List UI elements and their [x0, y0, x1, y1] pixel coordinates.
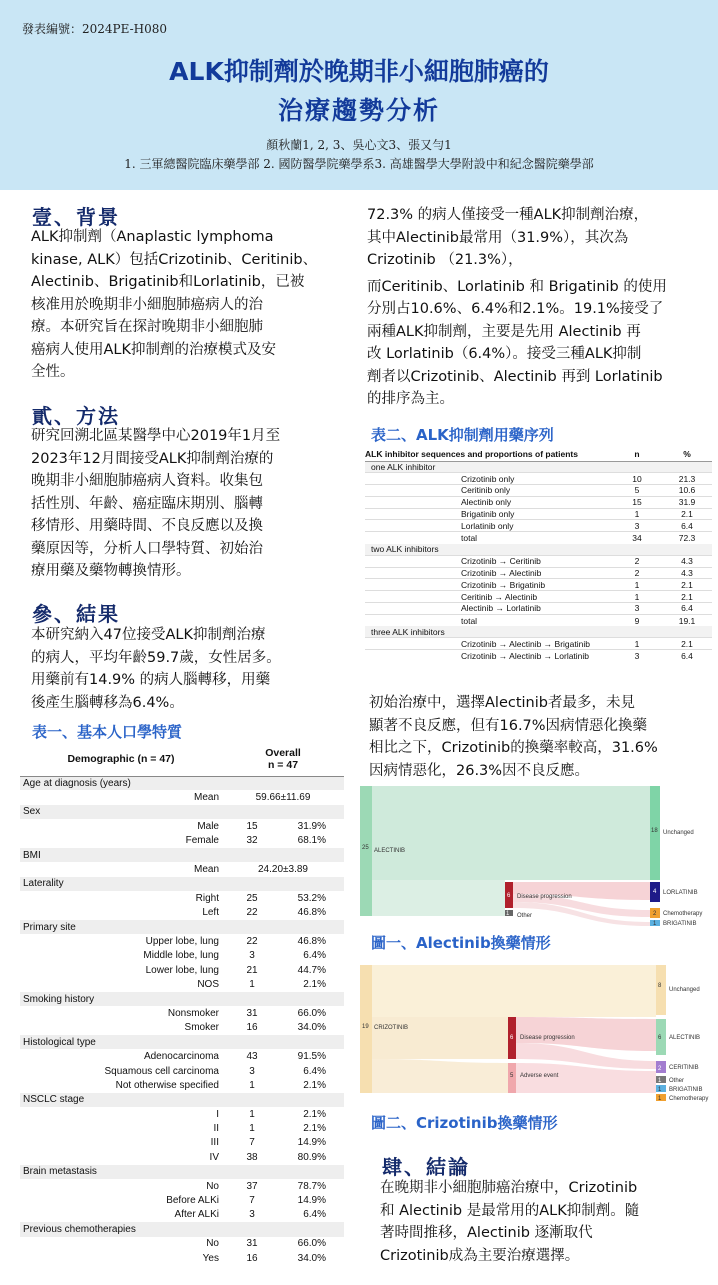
table-row [365, 555, 712, 567]
results-heading: 參、結果 [32, 602, 120, 626]
conclusion-line: 著時間推移，Alectinib 逐漸取代 [380, 1225, 593, 1241]
methods-line: 晚期非小細胞肺癌病人資料。收集包 [31, 473, 263, 489]
table-row-label: Not otherwise specified [115, 1079, 219, 1091]
sankey-label: 6 [507, 893, 511, 899]
table-group-row [20, 1165, 344, 1179]
conclusion-heading: 肆、結論 [382, 1155, 470, 1179]
table2-header-percent: % [662, 447, 712, 461]
sankey-label: Other [669, 1078, 685, 1084]
results-section [32, 598, 352, 627]
table-row [20, 1251, 344, 1265]
sankey-label: LORLATINIB [663, 890, 698, 896]
results-right-line: 72.3% 的病人僅接受一種ALK抑制劑治療， [367, 207, 649, 223]
table-row [20, 963, 344, 977]
poster-title-line1: ALK抑制劑於晚期非小細胞肺癌的 [169, 57, 549, 86]
table-row-label: II [213, 1123, 219, 1135]
table-percent: 2.1% [303, 1123, 326, 1135]
methods-text [31, 425, 361, 583]
table-value: 24.20±3.89 [258, 864, 308, 876]
sankey-label: BRIGATINIB [663, 921, 697, 927]
table-row-label: Mean [193, 864, 219, 876]
table-row-label: Crizotinib only [365, 473, 612, 485]
table-count: 7 [249, 1195, 255, 1207]
methods-heading: 貳、方法 [32, 404, 120, 428]
figure2-caption: 圖二、Crizotinib換藥情形 [371, 1114, 558, 1132]
table-row [20, 1121, 344, 1135]
table-percent: 6.4% [303, 1209, 326, 1221]
table-row-label: Crizotinib → Alectinib → Lorlatinib [365, 650, 612, 662]
sankey-label: Chemotherapy [669, 1096, 709, 1102]
table-percent: 91.5% [297, 1051, 326, 1063]
table-count: 3 [612, 650, 662, 662]
table-row-label: After ALKi [174, 1209, 219, 1221]
table-row [20, 1136, 344, 1150]
table-count: 31 [246, 1238, 258, 1250]
sankey-label: 1 [658, 1078, 662, 1084]
results-line: 本研究納入47位接受ALK抑制劑治療 [31, 627, 266, 643]
table-row-label: Lower lobe, lung [145, 964, 219, 976]
results-right-line: 而Ceritinib、Lorlatinib 和 Brigatinib 的使用 [367, 278, 667, 295]
table-percent: 14.9% [297, 1195, 326, 1207]
table-row [20, 934, 344, 948]
conclusion-line: 在晚期非小細胞肺癌治療中，Crizotinib [380, 1180, 638, 1196]
table-row-label: Alectinib → Lorlatinib [365, 603, 612, 615]
table-row [365, 650, 712, 662]
table-group-row [365, 626, 712, 638]
table-percent: 2.1% [303, 979, 326, 991]
presentation-code: 發表編號：2024PE-H080 [22, 22, 168, 36]
authors: 顏秋蘭1, 2, 3、吳心文3、張又勻1 [266, 138, 452, 152]
table-row-label: NOS [197, 979, 219, 991]
table-percent: 78.7% [297, 1180, 326, 1192]
table-count: 2 [612, 555, 662, 567]
sankey-label: 5 [510, 1073, 514, 1079]
table-count: 1 [612, 591, 662, 603]
sankey-label: ALECTINIB [669, 1035, 701, 1041]
table-group-label: Sex [20, 805, 344, 819]
table-row [20, 1107, 344, 1121]
table-row [365, 591, 712, 603]
table-group-label: Smoking history [20, 992, 344, 1006]
results-right-line: 分別占10.6%、6.4%和2.1%。19.1%接受了 [367, 301, 664, 317]
table-row [365, 603, 712, 615]
table-value: 59.66±11.69 [255, 792, 311, 804]
table-row-label: III [210, 1137, 219, 1149]
table-row-label: Left [202, 907, 219, 919]
table-group-row [365, 461, 712, 473]
table-row [20, 1237, 344, 1251]
table-group-row [20, 1035, 344, 1049]
table-count: 9 [612, 614, 662, 626]
results-line: 的病人，平均年齡59.7歲，女性居多。 [31, 649, 281, 666]
table-group-label: Primary site [20, 920, 344, 934]
table-count: 25 [246, 892, 258, 904]
table-row-label: Mean [193, 792, 219, 804]
table-row [20, 1179, 344, 1193]
table-percent: 80.9% [297, 1151, 326, 1163]
table-group-row [20, 1222, 344, 1236]
table-count: 3 [612, 603, 662, 615]
table-row-label: Smoker [184, 1022, 219, 1034]
table-percent: 6.4 [662, 520, 712, 532]
methods-line: 移情形、用藥時間、不良反應以及換 [31, 518, 263, 534]
methods-line: 藥原因等，分析人口學特質、初始治 [31, 540, 263, 557]
table-count: 22 [246, 907, 258, 919]
table-row [365, 567, 712, 579]
methods-line: 療用藥及藥物轉換情形。 [31, 563, 191, 579]
table-row-label: Male [197, 820, 219, 832]
table-row-label: Nonsmoker [167, 1007, 219, 1019]
methods-line: 研究回溯北區某醫學中心2019年1月至 [31, 428, 281, 444]
table2-header-n: n [612, 447, 662, 461]
table-count: 37 [246, 1180, 258, 1192]
table-percent: 46.8% [297, 907, 326, 919]
results-right-line: 劑者以Crizotinib、Alectinib 再到 Lorlatinib [367, 368, 663, 385]
table-percent: 19.1 [662, 614, 712, 626]
table-percent: 14.9% [297, 1137, 326, 1149]
results-text-continued [367, 204, 717, 411]
table-count: 5 [612, 485, 662, 497]
conclusion-line: 和 Alectinib 是最常用的ALK抑制劑。隨 [380, 1202, 640, 1219]
sankey-label: 8 [658, 983, 662, 989]
switch-line: 顯著不良反應，但有16.7%因病情惡化換藥 [369, 717, 648, 734]
results-right-line: 兩種ALK抑制劑，主要是先用 Alectinib 再 [367, 323, 641, 340]
table-percent: 2.1 [662, 508, 712, 520]
crizotinib-sankey [360, 963, 712, 1105]
results-line: 後產生腦轉移為6.4%。 [31, 694, 184, 711]
sequence-table [365, 447, 712, 662]
table-group-label: two ALK inhibitors [365, 544, 712, 556]
table-row-label: No [206, 1238, 219, 1250]
table-row [20, 1193, 344, 1207]
table-group-label: Brain metastasis [20, 1165, 344, 1179]
switch-line: 相比之下，Crizotinib的換藥率較高，31.6% [369, 740, 658, 756]
table-row [365, 638, 712, 650]
unchanged-node [656, 965, 666, 1015]
table-group-row [20, 877, 344, 891]
sankey-label: Other [517, 913, 533, 919]
table-row-label: Lorlatinib only [365, 520, 612, 532]
table-percent: 66.0% [297, 1007, 326, 1019]
background-line: kinase, ALK）包括Crizotinib、Ceritinib、 [31, 251, 318, 268]
table-row-label: Right [195, 892, 219, 904]
table-row-label: IV [209, 1151, 219, 1163]
results-right-line: Crizotinib （21.3%）， [367, 252, 523, 268]
table-percent: 2.1% [303, 1079, 326, 1091]
table-group-row [20, 805, 344, 819]
table-percent: 6.4% [303, 1065, 326, 1077]
table-count: 1 [249, 979, 255, 991]
table-count: 2 [612, 567, 662, 579]
sankey-label: Chemotherapy [663, 911, 703, 917]
table-row-label: Crizotinib → Alectinib → Brigatinib [365, 638, 612, 650]
table-percent: 66.0% [297, 1238, 326, 1250]
table-row-label: total [365, 532, 612, 544]
table-row [20, 1021, 344, 1035]
table-row [365, 496, 712, 508]
table-percent: 2.1 [662, 579, 712, 591]
table-count: 3 [612, 520, 662, 532]
table-count: 32 [246, 835, 258, 847]
results-right-line: 其中Alectinib最常用（31.9%），其次為 [367, 229, 629, 246]
table2-caption: 表二、ALK抑制劑用藥序列 [371, 426, 554, 444]
table-row [20, 891, 344, 905]
table-group-label: one ALK inhibitor [365, 461, 712, 473]
table-row-label: total [365, 614, 612, 626]
table-row-label: Crizotinib → Alectinib [365, 567, 612, 579]
switch-text [369, 692, 717, 782]
table-row-label: Ceritinib only [365, 485, 612, 497]
background-line: 核准用於晚期非小細胞肺癌病人的治 [31, 296, 263, 313]
table-percent: 34.0% [297, 1022, 326, 1034]
table-count: 3 [249, 1065, 255, 1077]
switch-line: 初始治療中，選擇Alectinib者最多，未見 [369, 695, 635, 711]
table-percent: 6.4 [662, 603, 712, 615]
table-row-label: Female [185, 835, 219, 847]
table-count: 34 [612, 532, 662, 544]
background-heading: 壹、背景 [32, 205, 120, 229]
table-count: 38 [246, 1151, 258, 1163]
table-percent: 34.0% [297, 1252, 326, 1264]
table-row-label: Yes [202, 1252, 219, 1264]
table-row [20, 1078, 344, 1092]
methods-line: 2023年12月間接受ALK抑制劑治療的 [31, 450, 274, 467]
table-percent: 2.1% [303, 1108, 326, 1120]
table-group-row [20, 776, 344, 790]
table-percent: 2.1 [662, 591, 712, 603]
table2-header-sequence: ALK inhibitor sequences and proportions of patients [365, 447, 612, 461]
table-row [20, 1006, 344, 1020]
table-percent: 21.3 [662, 473, 712, 485]
table1-header-overall: Overall n = 47 [222, 742, 344, 776]
demographics-table [20, 742, 344, 1265]
table-percent: 6.4 [662, 650, 712, 662]
table-row-label: Squamous cell carcinoma [104, 1065, 219, 1077]
table-group-label: NSCLC stage [20, 1093, 344, 1107]
sankey-label: 2 [653, 911, 657, 917]
sankey-label: Disease progression [520, 1035, 575, 1041]
background-line: 全性。 [31, 364, 75, 380]
table1-header-demographic: Demographic (n = 47) [20, 742, 222, 776]
table-percent: 4.3 [662, 555, 712, 567]
alectinib-sankey [360, 786, 712, 928]
table-percent: 72.3 [662, 532, 712, 544]
table-group-row [20, 920, 344, 934]
table-percent: 31.9 [662, 496, 712, 508]
background-line: 療。本研究旨在探討晚期非小細胞肺 [31, 319, 263, 335]
alectinib-node [360, 786, 372, 916]
table-row [20, 790, 344, 804]
sankey-label: 18 [651, 828, 658, 834]
table-row [20, 1208, 344, 1222]
table-percent: 31.9% [297, 820, 326, 832]
table-row [365, 614, 712, 626]
table-percent: 44.7% [297, 964, 326, 976]
table-row [20, 1049, 344, 1063]
results-line: 用藥前有14.9% 的病人腦轉移，用藥 [31, 672, 271, 688]
table-group-label: Laterality [20, 877, 344, 891]
sankey-label: 6 [510, 1035, 514, 1041]
sankey-label: 1 [658, 1087, 662, 1093]
table-row [20, 819, 344, 833]
poster-header [0, 0, 718, 190]
sankey-label: 19 [362, 1024, 369, 1030]
table-group-row [20, 848, 344, 862]
affiliations: 1. 三軍總醫院臨床藥學部 2. 國防醫學院藥學系3. 高雄醫學大學附設中和紀念醫院藥學部 [124, 157, 594, 171]
sankey-label: BRIGATINIB [669, 1087, 703, 1093]
table-group-row [20, 992, 344, 1006]
sankey-label: ALECTINIB [374, 848, 406, 854]
table-percent: 4.3 [662, 567, 712, 579]
sankey-label: Disease progression [517, 894, 572, 900]
table-group-row [20, 1093, 344, 1107]
table-row-label: Upper lobe, lung [145, 935, 219, 947]
table-row-label: Crizotinib → Ceritinib [365, 555, 612, 567]
table-count: 16 [246, 1252, 258, 1264]
table-row [365, 473, 712, 485]
conclusion-text [380, 1177, 715, 1267]
table-row [20, 834, 344, 848]
sankey-label: CRIZOTINIB [374, 1025, 408, 1031]
table-row [20, 862, 344, 876]
table-row [365, 508, 712, 520]
table-row [20, 949, 344, 963]
sankey-label: 4 [653, 889, 657, 895]
background-text [31, 226, 361, 384]
table-percent: 46.8% [297, 935, 326, 947]
table-row-label: Ceritinib → Alectinib [365, 591, 612, 603]
table-percent: 53.2% [297, 892, 326, 904]
table-row [365, 532, 712, 544]
table-count: 3 [249, 1209, 255, 1221]
results-right-line: 的排序為主。 [367, 391, 454, 407]
table-percent: 2.1 [662, 638, 712, 650]
table-group-label: three ALK inhibitors [365, 626, 712, 638]
table-row [365, 520, 712, 532]
results-text [31, 624, 361, 714]
table-count: 43 [246, 1051, 258, 1063]
table-row-label: Before ALKi [166, 1195, 219, 1207]
sankey-label: Unchanged [669, 987, 700, 993]
background-line: ALK抑制劑（Anaplastic lymphoma [31, 229, 274, 245]
table-row [365, 485, 712, 497]
table-row [20, 906, 344, 920]
methods-line: 括性別、年齡、癌症臨床期別、腦轉 [31, 495, 263, 512]
table-row-label: Crizotinib → Brigatinib [365, 579, 612, 591]
table-row-label: I [216, 1108, 219, 1120]
sankey-label: 6 [658, 1035, 662, 1041]
table-count: 1 [612, 638, 662, 650]
conclusion-line: Crizotinib成為主要治療選擇。 [380, 1247, 580, 1264]
table-count: 22 [246, 935, 258, 947]
table-percent: 68.1% [297, 835, 326, 847]
table-group-label: Previous chemotherapies [20, 1222, 344, 1236]
table-count: 1 [249, 1123, 255, 1135]
conclusion-section [382, 1151, 702, 1180]
sankey-label: CERITINIB [669, 1065, 699, 1071]
table-row [20, 1150, 344, 1164]
sankey-label: Unchanged [663, 830, 694, 836]
background-line: Alectinib、Brigatinib和Lorlatinib，已被 [31, 274, 305, 290]
table-group-label: Histological type [20, 1035, 344, 1049]
table-row-label: Alectinib only [365, 496, 612, 508]
table-count: 15 [246, 820, 258, 832]
table-count: 1 [612, 579, 662, 591]
table-count: 15 [612, 496, 662, 508]
table-percent: 10.6 [662, 485, 712, 497]
table-row [20, 1064, 344, 1078]
table-row [365, 579, 712, 591]
poster-title-line2: 治療趨勢分析 [277, 96, 440, 125]
sankey-label: 1 [653, 921, 657, 927]
switch-line: 因病情惡化，26.3%因不良反應。 [369, 762, 590, 779]
table-row [20, 977, 344, 991]
table-count: 10 [612, 473, 662, 485]
table-count: 21 [246, 964, 258, 976]
table-count: 7 [249, 1137, 255, 1149]
table-group-row [365, 544, 712, 556]
sankey-label: 25 [362, 845, 369, 851]
results-right-line: 改 Lorlatinib（6.4%）。接受三種ALK抑制 [367, 346, 642, 362]
table-group-label: BMI [20, 848, 344, 862]
table-count: 31 [246, 1007, 258, 1019]
figure1-caption: 圖一、Alectinib換藥情形 [371, 934, 551, 952]
table-count: 1 [612, 508, 662, 520]
table-row-label: Adenocarcinoma [143, 1051, 219, 1063]
table-row-label: Middle lobe, lung [143, 950, 219, 962]
table-count: 3 [249, 950, 255, 962]
table-row-label: No [206, 1180, 219, 1192]
table1-caption: 表一、基本人口學特質 [32, 723, 183, 741]
table-percent: 6.4% [303, 950, 326, 962]
background-line: 癌病人使用ALK抑制劑的治療模式及安 [31, 341, 277, 358]
table-count: 16 [246, 1022, 258, 1034]
table-group-label: Age at diagnosis (years) [20, 776, 344, 790]
sankey-label: 1 [506, 911, 510, 917]
sankey-label: Adverse event [520, 1073, 559, 1079]
table-row-label: Brigatinib only [365, 508, 612, 520]
sankey-label: 2 [658, 1066, 662, 1072]
sankey-label: 1 [658, 1096, 662, 1102]
table-count: 1 [249, 1079, 255, 1091]
table-count: 1 [249, 1108, 255, 1120]
